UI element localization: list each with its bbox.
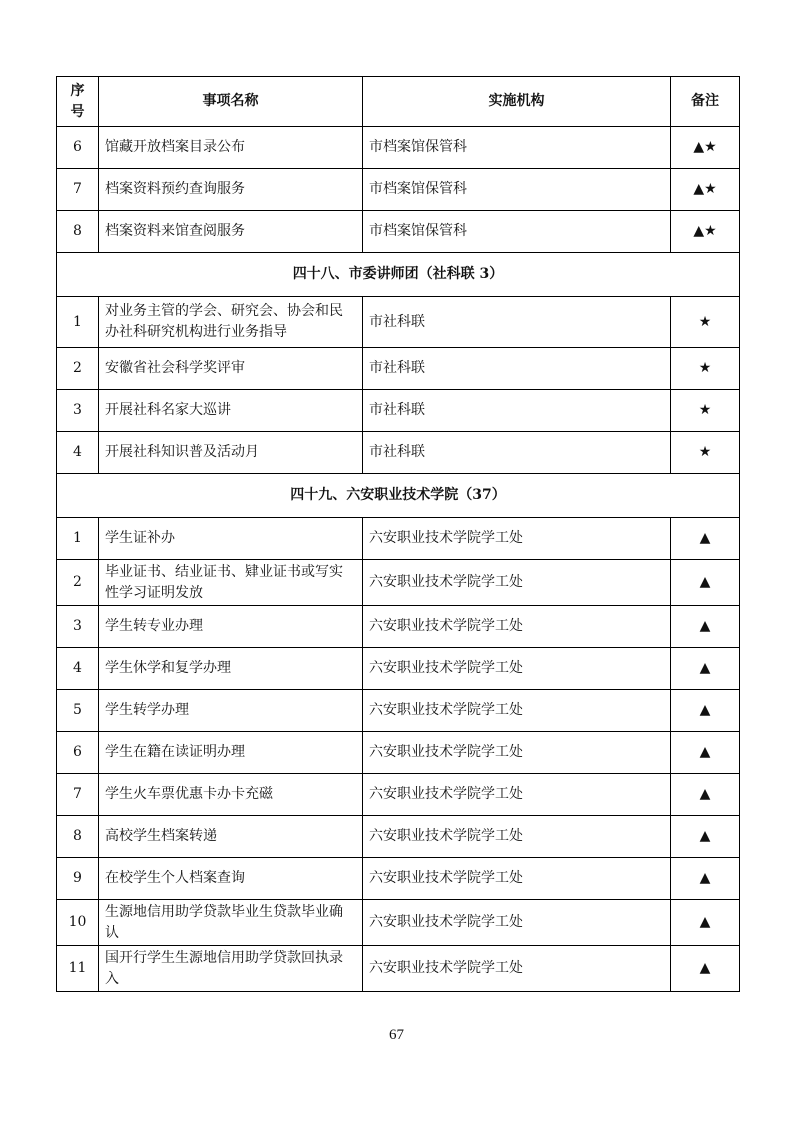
- item-name: 档案资料来馆查阅服务: [99, 211, 363, 253]
- item-mark: ▲: [671, 690, 740, 732]
- table-row: [57, 432, 740, 474]
- item-number: 2: [57, 348, 99, 390]
- item-org: 六安职业技术学院学工处: [363, 858, 671, 900]
- item-name: 安徽省社会科学奖评审: [99, 348, 363, 390]
- item-org: 六安职业技术学院学工处: [363, 560, 671, 606]
- table-body: [57, 77, 740, 992]
- section-heading: 四十九、六安职业技术学院（37）: [57, 474, 740, 518]
- item-number: 10: [57, 900, 99, 946]
- item-org: 六安职业技术学院学工处: [363, 690, 671, 732]
- item-mark: ▲: [671, 900, 740, 946]
- item-mark: ★: [671, 297, 740, 348]
- item-org: 六安职业技术学院学工处: [363, 774, 671, 816]
- item-number: 7: [57, 774, 99, 816]
- table-row: [57, 690, 740, 732]
- header-name: 事项名称: [99, 77, 363, 127]
- table-row: [57, 946, 740, 992]
- table-row: [57, 606, 740, 648]
- table-row: [57, 127, 740, 169]
- item-org: 市社科联: [363, 390, 671, 432]
- header-no: 序号: [57, 77, 99, 127]
- item-number: 6: [57, 127, 99, 169]
- table-row: [57, 732, 740, 774]
- item-org: 六安职业技术学院学工处: [363, 518, 671, 560]
- item-number: 3: [57, 606, 99, 648]
- table-row: [57, 560, 740, 606]
- item-number: 9: [57, 858, 99, 900]
- header-org: 实施机构: [363, 77, 671, 127]
- item-name: 毕业证书、结业证书、肄业证书或写实性学习证明发放: [99, 560, 363, 606]
- table-row: [57, 297, 740, 348]
- item-name: 国开行学生生源地信用助学贷款回执录入: [99, 946, 363, 992]
- table-row: [57, 648, 740, 690]
- item-name: 开展社科名家大巡讲: [99, 390, 363, 432]
- item-name: 在校学生个人档案查询: [99, 858, 363, 900]
- item-mark: ★: [671, 390, 740, 432]
- item-org: 市社科联: [363, 297, 671, 348]
- item-mark: ▲: [671, 946, 740, 992]
- item-mark: ▲★: [671, 127, 740, 169]
- item-mark: ▲: [671, 606, 740, 648]
- item-name: 生源地信用助学贷款毕业生贷款毕业确认: [99, 900, 363, 946]
- item-number: 4: [57, 648, 99, 690]
- item-mark: ▲: [671, 560, 740, 606]
- header-note: 备注: [671, 77, 740, 127]
- item-org: 市档案馆保管科: [363, 169, 671, 211]
- table-row: [57, 816, 740, 858]
- item-org: 六安职业技术学院学工处: [363, 946, 671, 992]
- item-org: 六安职业技术学院学工处: [363, 648, 671, 690]
- section-row-social-science: [57, 253, 740, 297]
- item-mark: ▲: [671, 774, 740, 816]
- item-org: 市档案馆保管科: [363, 211, 671, 253]
- table-header-row: [57, 77, 740, 127]
- item-org: 六安职业技术学院学工处: [363, 900, 671, 946]
- item-mark: ▲★: [671, 169, 740, 211]
- item-mark: ▲: [671, 858, 740, 900]
- page-number: 67: [389, 1027, 404, 1043]
- item-number: 6: [57, 732, 99, 774]
- item-number: 7: [57, 169, 99, 211]
- item-org: 市社科联: [363, 348, 671, 390]
- item-org: 市档案馆保管科: [363, 127, 671, 169]
- item-mark: ★: [671, 432, 740, 474]
- item-mark: ▲★: [671, 211, 740, 253]
- item-org: 市社科联: [363, 432, 671, 474]
- item-name: 馆藏开放档案目录公布: [99, 127, 363, 169]
- item-name: 学生转专业办理: [99, 606, 363, 648]
- table-row: [57, 900, 740, 946]
- item-mark: ▲: [671, 816, 740, 858]
- item-name: 档案资料预约查询服务: [99, 169, 363, 211]
- item-org: 六安职业技术学院学工处: [363, 816, 671, 858]
- item-number: 4: [57, 432, 99, 474]
- section-row-vocational-college: [57, 474, 740, 518]
- item-mark: ★: [671, 348, 740, 390]
- item-name: 开展社科知识普及活动月: [99, 432, 363, 474]
- table-row: [57, 858, 740, 900]
- item-number: 1: [57, 297, 99, 348]
- item-number: 8: [57, 211, 99, 253]
- item-name: 学生火车票优惠卡办卡充磁: [99, 774, 363, 816]
- item-name: 高校学生档案转递: [99, 816, 363, 858]
- item-org: 六安职业技术学院学工处: [363, 606, 671, 648]
- item-name: 学生转学办理: [99, 690, 363, 732]
- item-number: 3: [57, 390, 99, 432]
- item-name: 学生在籍在读证明办理: [99, 732, 363, 774]
- section-heading: 四十八、市委讲师团（社科联 3）: [57, 253, 740, 297]
- item-mark: ▲: [671, 518, 740, 560]
- table-row: [57, 390, 740, 432]
- item-mark: ▲: [671, 732, 740, 774]
- item-number: 1: [57, 518, 99, 560]
- table-row: [57, 518, 740, 560]
- item-name: 学生证补办: [99, 518, 363, 560]
- table-row: [57, 211, 740, 253]
- table-row: [57, 348, 740, 390]
- service-items-table: [56, 76, 740, 992]
- item-name: 对业务主管的学会、研究会、协会和民办社科研究机构进行业务指导: [99, 297, 363, 348]
- item-number: 5: [57, 690, 99, 732]
- item-number: 11: [57, 946, 99, 992]
- item-mark: ▲: [671, 648, 740, 690]
- item-name: 学生休学和复学办理: [99, 648, 363, 690]
- table-row: [57, 774, 740, 816]
- table-row: [57, 169, 740, 211]
- item-number: 2: [57, 560, 99, 606]
- item-number: 8: [57, 816, 99, 858]
- item-org: 六安职业技术学院学工处: [363, 732, 671, 774]
